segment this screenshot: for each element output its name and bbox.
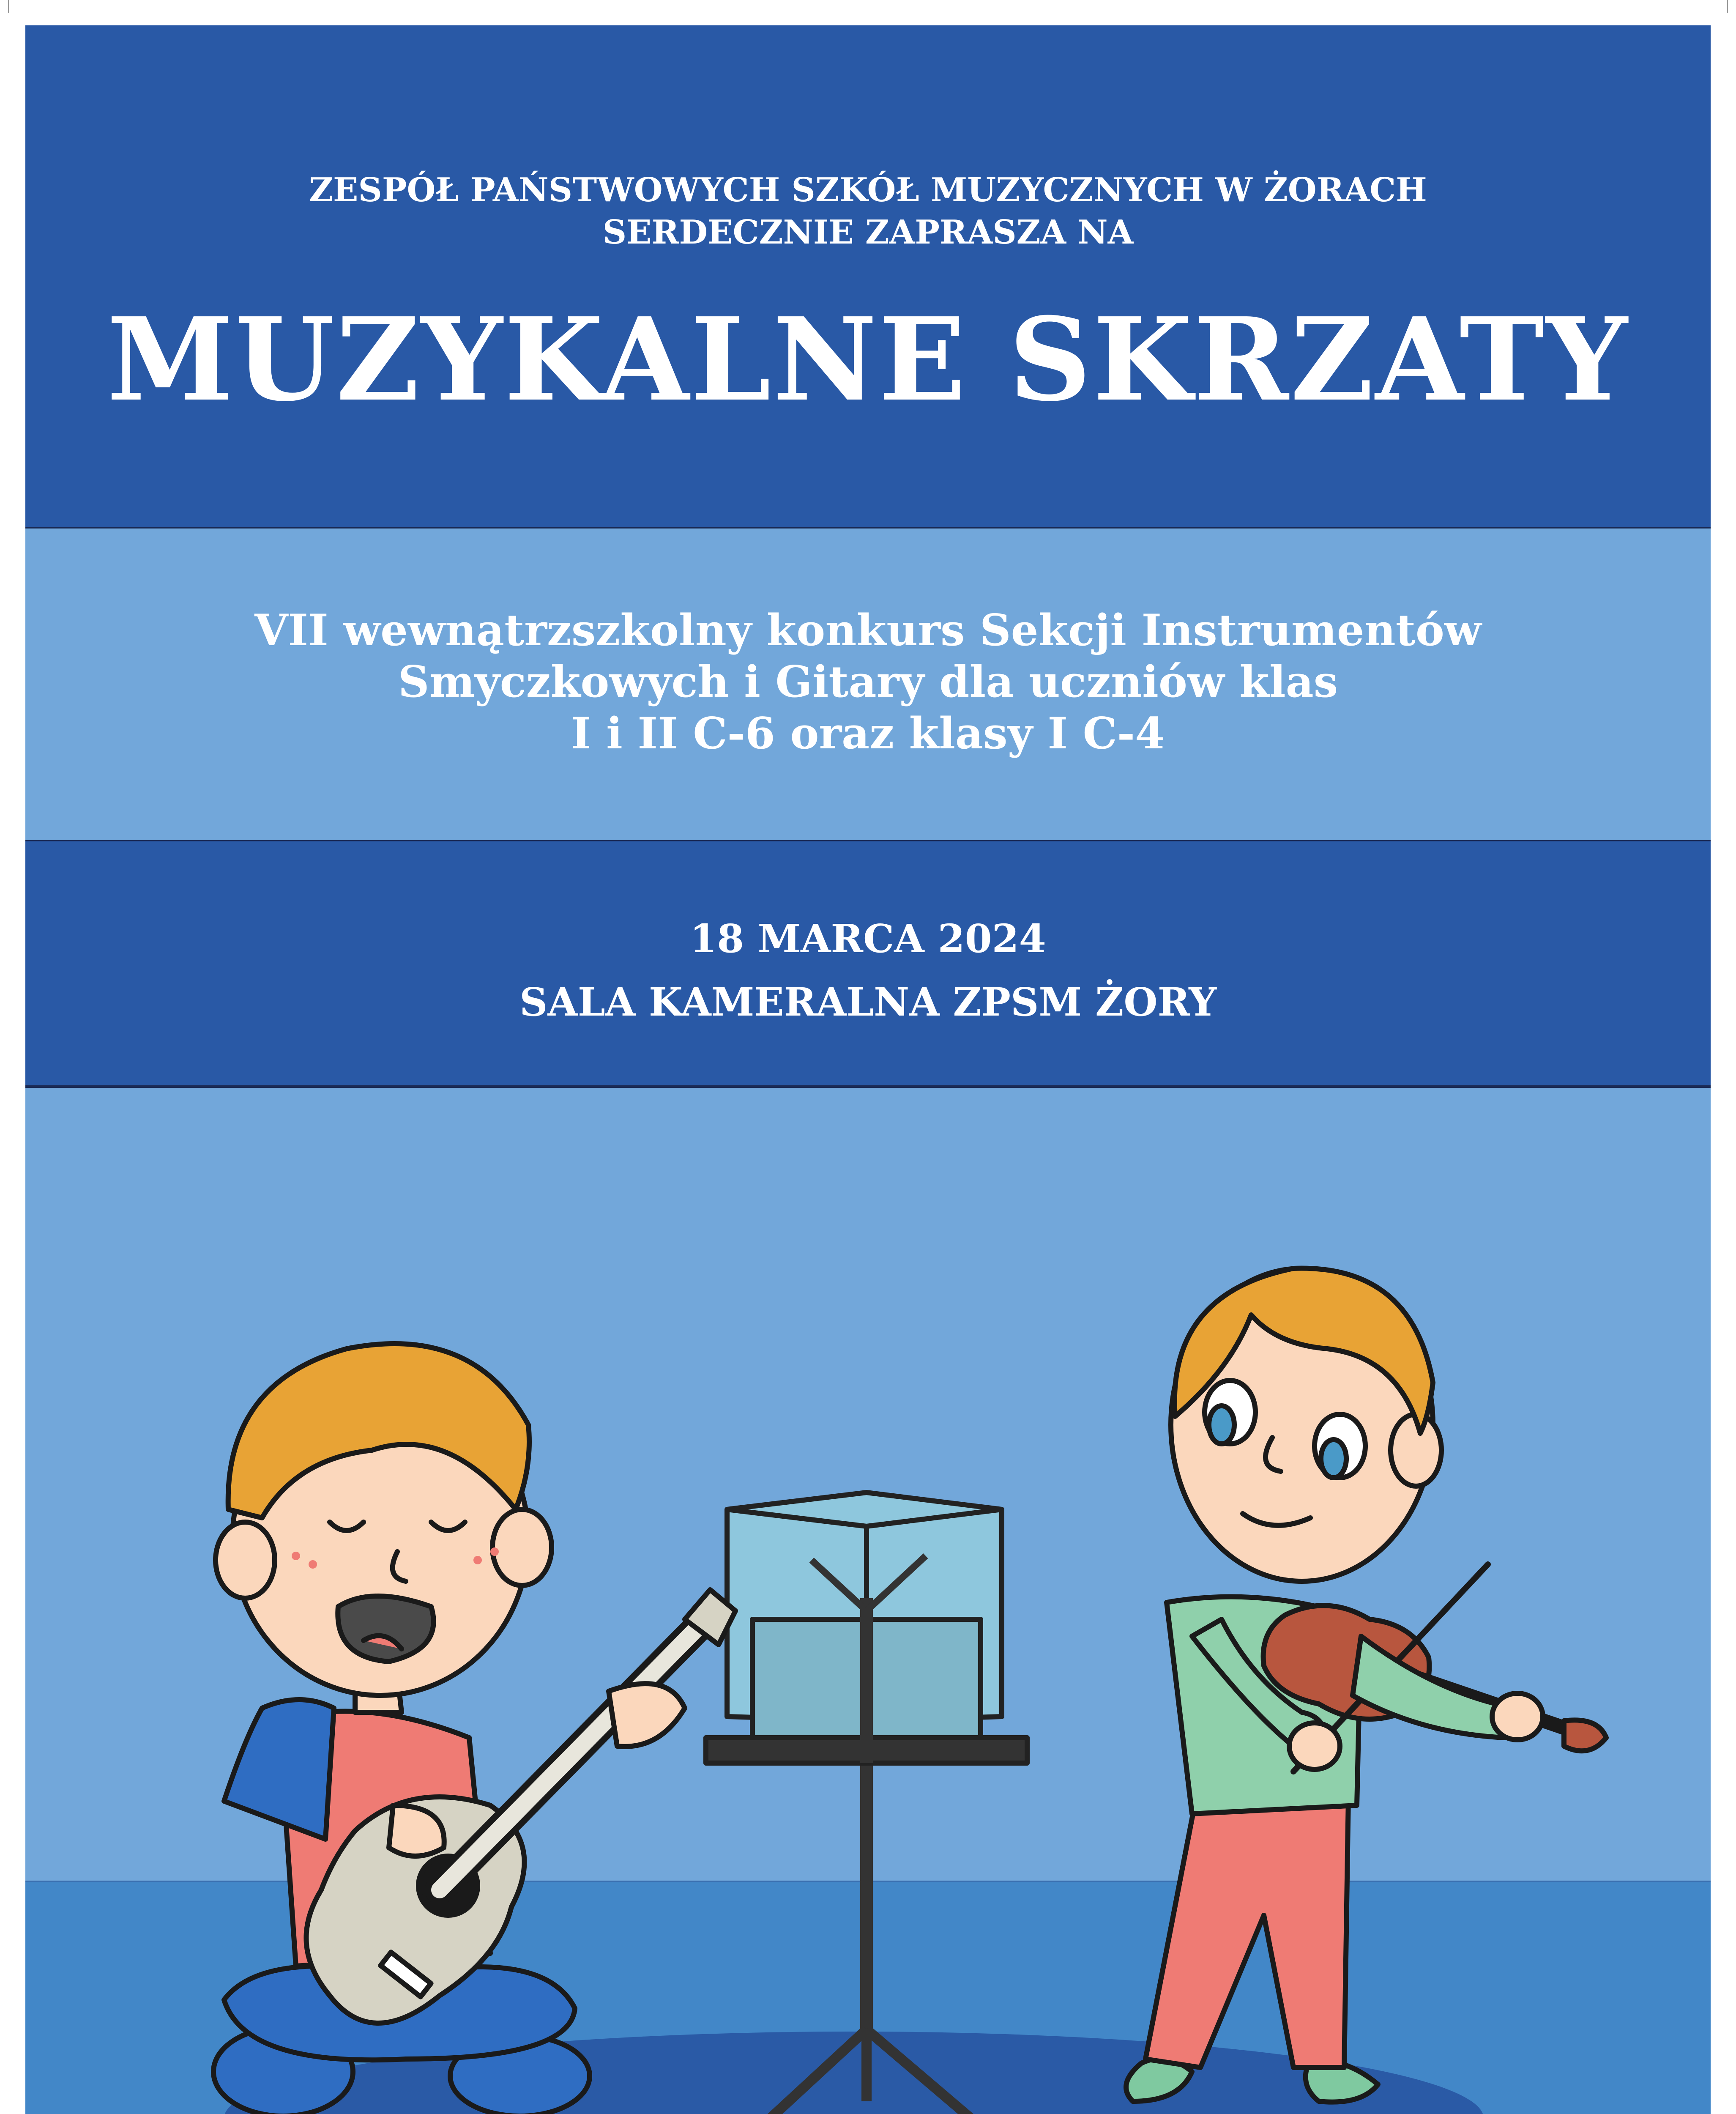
organizer-text	[25, 169, 1711, 254]
organizer-line-1: ZESPÓŁ PAŃSTWOWYCH SZKÓŁ MUZYCZNYCH W ŻORACH	[309, 171, 1427, 209]
crop-mark	[0, 0, 17, 17]
poster	[25, 25, 1711, 2114]
event-date: 18 MARCA 2024	[690, 916, 1046, 961]
description-line-1: VII wewnątrzszkolny konkurs Sekcji Instrumentów	[254, 605, 1482, 656]
event-venue: SALA KAMERALNA ZPSM ŻORY	[519, 979, 1217, 1025]
description-line-3: I i II C-6 oraz klasy I C-4	[571, 708, 1165, 759]
event-details	[25, 907, 1711, 1034]
illustration	[25, 1087, 1711, 2114]
crop-mark	[1719, 0, 1736, 17]
header-band	[25, 25, 1711, 528]
event-title: MUZYKALNE SKRZATY	[107, 292, 1629, 427]
organizer-line-2: SERDECZNIE ZAPRASZA NA	[602, 213, 1134, 252]
event-description	[25, 605, 1711, 759]
description-line-2: Smyczkowych i Gitary dla uczniów klas	[398, 657, 1338, 707]
